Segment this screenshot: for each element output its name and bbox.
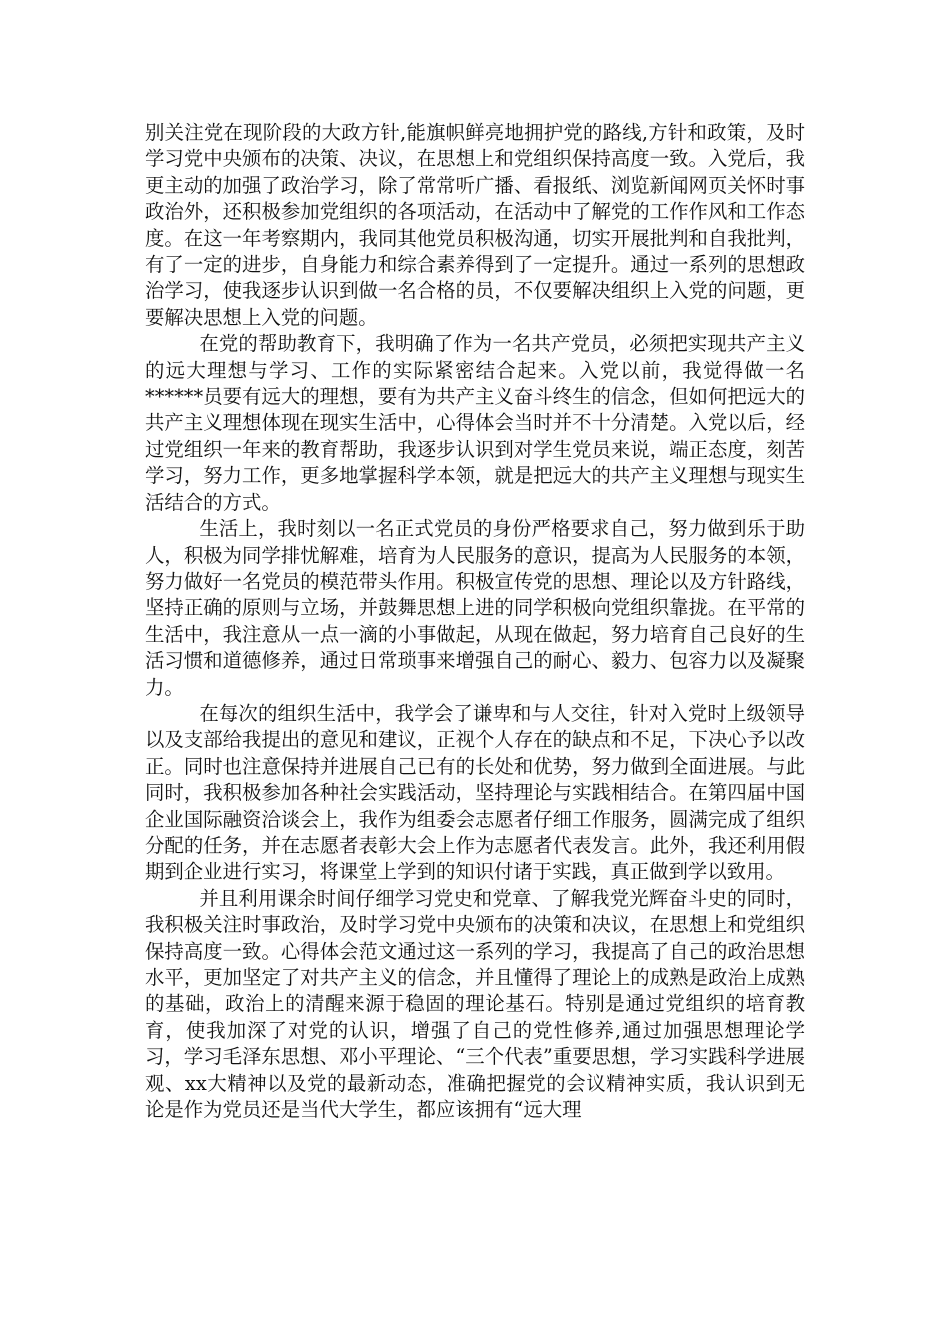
paragraph-4: 在每次的组织生活中，我学会了谦卑和与人交往，针对入党时上级领导以及支部给我提出的意见和建议，正视个人存在的缺点和不足，下决心予以改正。同时也注意保持并进展自己已有的长处和优势，努力做到全面进展。与此同时，我积极参加各种社会实践活动，坚持理论与实践相结合。在第四届中国企业国际融资洽谈会上，我作为组委会志愿者仔细工作服务，圆满完成了组织分配的任务，并在志愿者表彰大会上作为志愿者代表发言。此外，我还利用假期到企业进行实习，将课堂上学到的知识付诸于实践，真正做到学以致用。: [145, 701, 805, 884]
paragraph-2: 在党的帮助教育下，我明确了作为一名共产党员，必须把实现共产主义的远大理想与学习、工作的实际紧密结合起来。入党以前，我觉得做一名******员要有远大的理想，要有为共产主义奋斗终生的信念，但如何把远大的共产主义理想体现在现实生活中，心得体会当时并不十分清楚。入党以后，经过党组织一年来的教育帮助，我逐步认识到对学生党员来说，端正态度，刻苦学习，努力工作，更多地掌握科学本领，就是把远大的共产主义理想与现实生活结合的方式。: [145, 332, 805, 514]
paragraph-5: 并且利用课余时间仔细学习党史和党章、了解我党光辉奋斗史的同时，我积极关注时事政治，及时学习党中央颁布的决策和决议，在思想上和党组织保持高度一致。心得体会范文通过这一系列的学习，我提高了自己的政治思想水平，更加坚定了对共产主义的信念，并且懂得了理论上的成熟是政治上成熟的基础，政治上的清醒来源于稳固的理论基石。特别是通过党组织的培育教育，使我加深了对党的认识，增强了自己的党性修养,通过加强思想理论学习，学习毛泽东思想、邓小平理论、“三个代表”重要思想，学习实践科学进展观、xx大精神以及党的最新动态，准确把握党的会议精神实质，我认识到无论是作为党员还是当代大学生，都应该拥有“远大理: [145, 886, 805, 1122]
paragraph-3: 生活上，我时刻以一名正式党员的身份严格要求自己，努力做到乐于助人，积极为同学排忧解难，培育为人民服务的意识，提高为人民服务的本领，努力做好一名党员的模范带头作用。积极宣传党的思想、理论以及方针路线，坚持正确的原则与立场，并鼓舞思想上进的同学积极向党组织靠拢。在平常的生活中，我注意从一点一滴的小事做起，从现在做起，努力培育自己良好的生活习惯和道德修养，通过日常琐事来增强自己的耐心、毅力、包容力以及凝聚力。: [145, 517, 805, 699]
document-page: [145, 120, 805, 1123]
paragraph-1: 别关注党在现阶段的大政方针,能旗帜鲜亮地拥护党的路线,方针和政策，及时学习党中央颁布的决策、决议，在思想上和党组织保持高度一致。入党后，我更主动的加强了政治学习，除了常常听广播、看报纸、浏览新闻网页关怀时事政治外，还积极参加党组织的各项活动，在活动中了解党的工作作风和工作态度。在这一年考察期内，我同其他党员积极沟通，切实开展批判和自我批判，有了一定的进步，自身能力和综合素养得到了一定提升。通过一系列的思想政治学习，使我逐步认识到做一名合格的员，不仅要解决组织上入党的问题，更要解决思想上入党的问题。: [145, 121, 805, 329]
